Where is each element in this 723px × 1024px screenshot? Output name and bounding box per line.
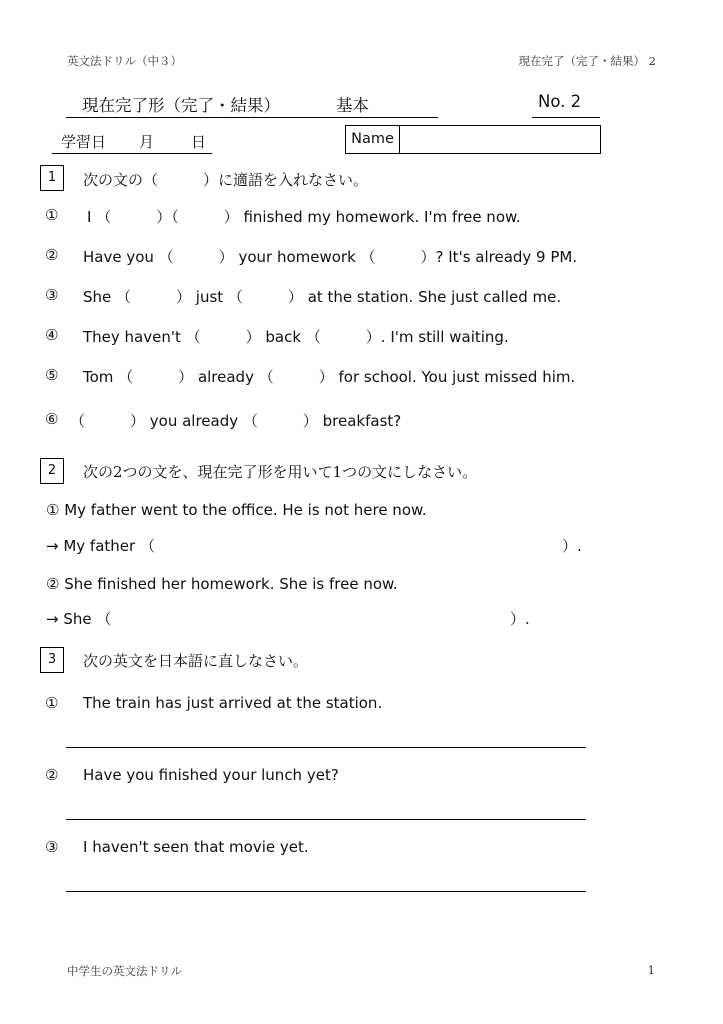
name-field[interactable] <box>400 126 599 153</box>
s1-q3-mark: ③ <box>45 286 59 304</box>
name-label: Name <box>346 126 400 153</box>
s1-q4-mark: ④ <box>45 326 59 344</box>
worksheet-level: 基本 <box>336 96 369 115</box>
number-underline <box>532 117 600 118</box>
s3-q1-answer-line[interactable] <box>66 747 586 748</box>
s2-q2-answer-start: → She （ <box>46 610 112 628</box>
footer-left: 中学生の英文法ドリル <box>67 964 182 978</box>
title-underline <box>66 117 438 118</box>
s3-q3-text: I haven't seen that movie yet. <box>83 838 309 856</box>
s1-q3-text: She （ ） just （ ） at the station. She just called me. <box>83 288 562 306</box>
section1-instruction: 次の文の（ ）に適語を入れなさい。 <box>83 171 369 189</box>
s3-q1-mark: ① <box>45 694 59 712</box>
s3-q1-text: The train has just arrived at the station. <box>83 694 383 712</box>
s1-q6-mark: ⑥ <box>45 410 59 428</box>
s3-q2-mark: ② <box>45 766 59 784</box>
s1-q6-text: （ ） you already （ ） breakfast? <box>70 412 402 430</box>
section3-number-box: 3 <box>40 647 64 673</box>
section2-instruction: 次の2つの文を、現在完了形を用いて1つの文にしなさい。 <box>83 463 478 481</box>
s2-q2-text: ② She finished her homework. She is free now. <box>46 575 398 593</box>
worksheet-title: 現在完了形（完了・結果） <box>82 96 280 115</box>
worksheet-number: No. 2 <box>538 92 582 111</box>
day-label: 日 <box>191 133 207 151</box>
s1-q5-mark: ⑤ <box>45 366 59 384</box>
s2-q1-text: ① My father went to the office. He is not here now. <box>46 501 427 519</box>
s1-q5-text: Tom （ ） already （ ） for school. You just missed him. <box>83 368 576 386</box>
section2-number-box: 2 <box>40 458 64 484</box>
section3-instruction: 次の英文を日本語に直しなさい。 <box>83 652 309 670</box>
s3-q3-answer-line[interactable] <box>66 891 586 892</box>
name-box <box>345 125 601 154</box>
header-left: 英文法ドリル（中３） <box>67 54 182 68</box>
s2-q1-answer-start: → My father （ <box>46 537 155 555</box>
s3-q2-text: Have you finished your lunch yet? <box>83 766 339 784</box>
s1-q1-text: I （ ）（ ） finished my homework. I'm free now. <box>87 208 521 226</box>
header-right: 現在完了（完了・結果） 2 <box>518 54 656 68</box>
s3-q2-answer-line[interactable] <box>66 819 586 820</box>
s1-q2-mark: ② <box>45 246 59 264</box>
s1-q1-mark: ① <box>45 206 59 224</box>
s1-q4-text: They haven't （ ） back （ ）. I'm still waiting. <box>83 328 509 346</box>
month-label: 月 <box>139 133 155 151</box>
s2-q2-answer-end: ）. <box>510 610 530 628</box>
study-date-underline <box>52 153 212 154</box>
page-number: 1 <box>647 963 655 977</box>
section1-number-box: 1 <box>40 165 64 191</box>
s3-q3-mark: ③ <box>45 838 59 856</box>
s1-q2-text: Have you （ ） your homework （ ）? It's already 9 PM. <box>83 248 578 266</box>
study-date-label: 学習日 <box>61 133 107 151</box>
s2-q1-answer-end: ）. <box>562 537 582 555</box>
